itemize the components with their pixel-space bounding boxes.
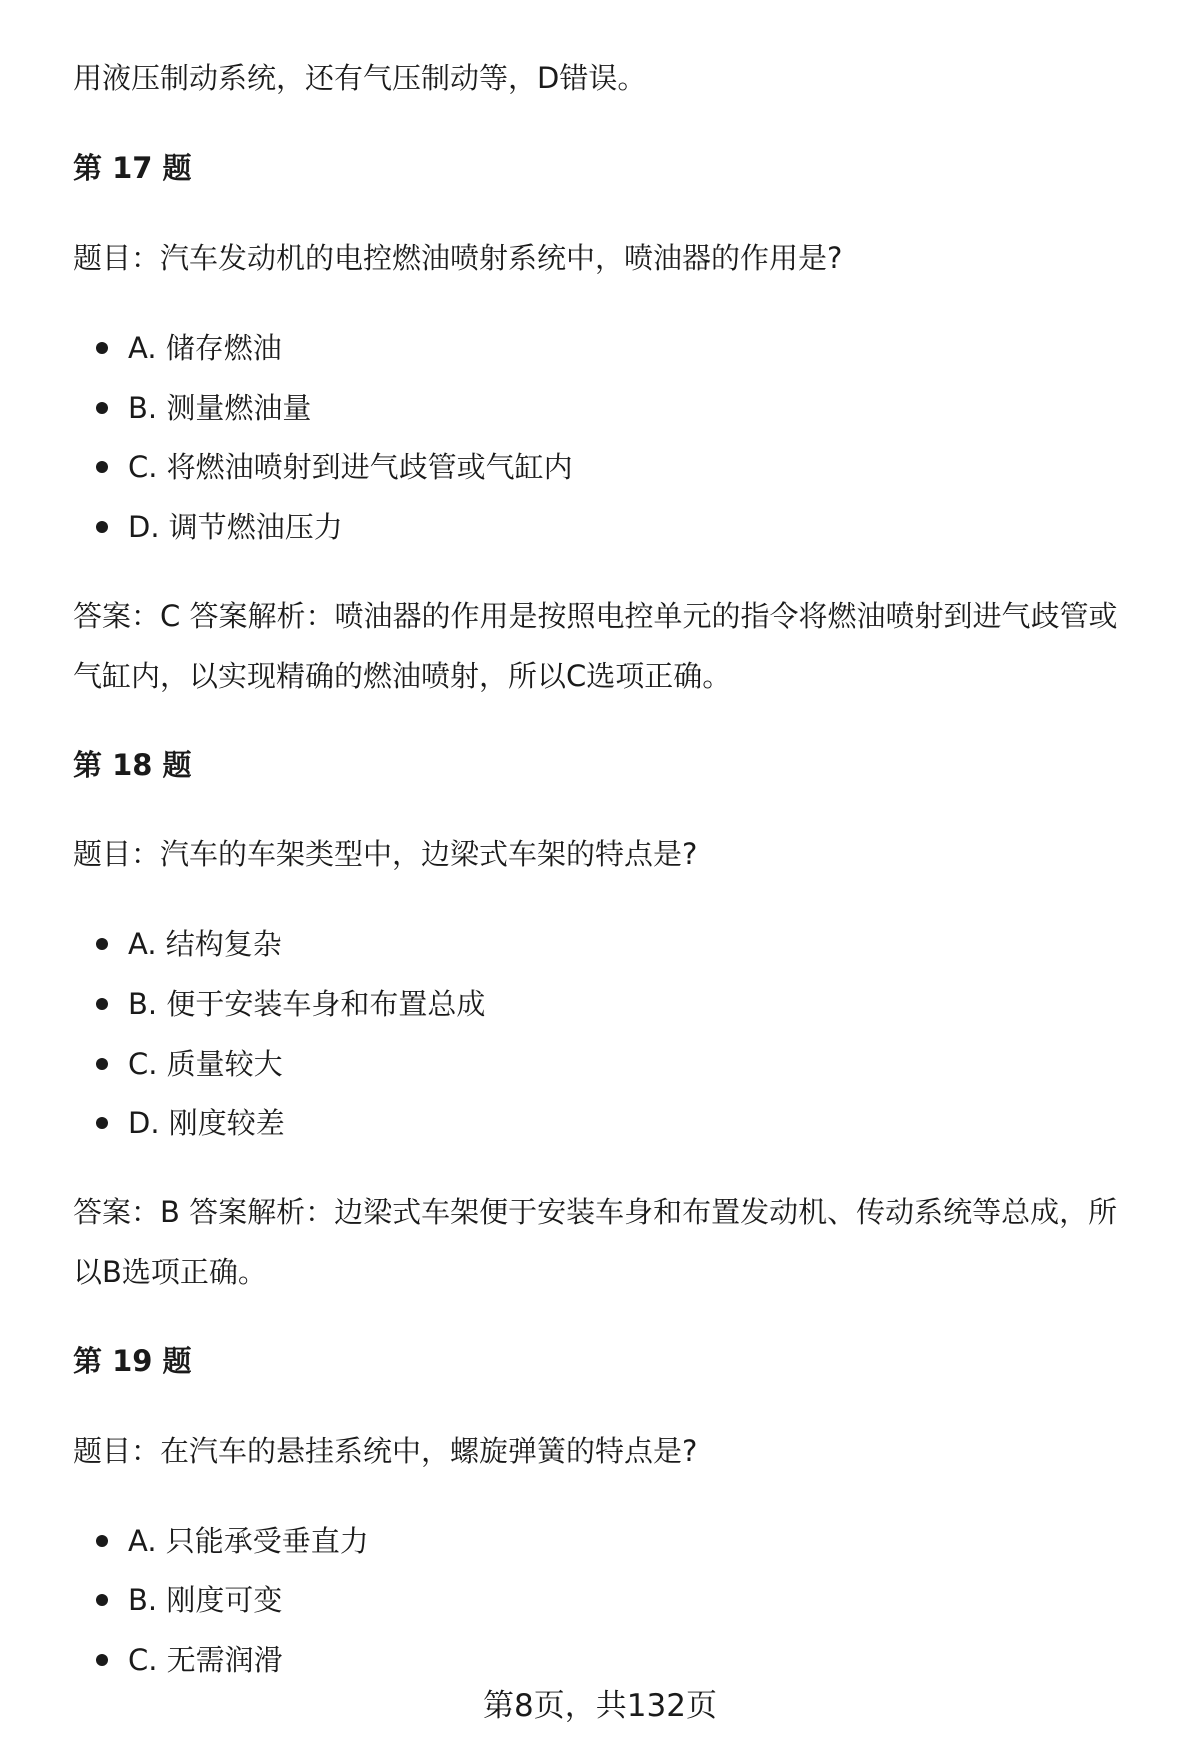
continued-explanation: 用液压制动系统，还有气压制动等，D错误。: [73, 61, 647, 95]
question-17-option-d: D. 调节燃油压力: [128, 510, 343, 544]
question-17-option-b: B. 测量燃油量: [128, 391, 312, 425]
bullet-icon: [96, 1058, 108, 1070]
bullet-icon: [96, 461, 108, 473]
question-18-option-d: D. 刚度较差: [128, 1106, 285, 1140]
bullet-icon: [96, 1594, 108, 1606]
bullet-icon: [96, 1654, 108, 1666]
bullet-icon: [96, 521, 108, 533]
question-19-text: 题目：在汽车的悬挂系统中，螺旋弹簧的特点是?: [73, 1434, 698, 1468]
question-18-option-b: B. 便于安装车身和布置总成: [128, 987, 486, 1021]
bullet-icon: [96, 342, 108, 354]
question-17-answer-line-1: 答案：C 答案解析：喷油器的作用是按照电控单元的指令将燃油喷射到进气歧管或: [73, 599, 1118, 633]
question-18-heading: 第 18 题: [73, 748, 192, 782]
question-18-answer-line-1: 答案：B 答案解析：边梁式车架便于安装车身和布置发动机、传动系统等总成，所: [73, 1195, 1118, 1229]
bullet-icon: [96, 402, 108, 414]
question-19-option-b: B. 刚度可变: [128, 1583, 283, 1617]
question-18-option-a: A. 结构复杂: [128, 927, 282, 961]
question-18-option-c: C. 质量较大: [128, 1047, 283, 1081]
question-19-option-a: A. 只能承受垂直力: [128, 1524, 369, 1558]
question-17-answer-line-2: 气缸内，以实现精确的燃油喷射，所以C选项正确。: [73, 659, 732, 693]
bullet-icon: [96, 1117, 108, 1129]
question-18-text: 题目：汽车的车架类型中，边梁式车架的特点是?: [73, 837, 698, 871]
question-17-text: 题目：汽车发动机的电控燃油喷射系统中，喷油器的作用是?: [73, 241, 843, 275]
page-footer: 第8页，共132页: [483, 1688, 717, 1724]
question-17-option-c: C. 将燃油喷射到进气歧管或气缸内: [128, 450, 573, 484]
question-19-heading: 第 19 题: [73, 1344, 192, 1378]
question-17-option-a: A. 储存燃油: [128, 331, 282, 365]
bullet-icon: [96, 998, 108, 1010]
bullet-icon: [96, 938, 108, 950]
question-17-heading: 第 17 题: [73, 151, 192, 185]
question-18-answer-line-2: 以B选项正确。: [73, 1255, 267, 1289]
bullet-icon: [96, 1535, 108, 1547]
question-19-option-c: C. 无需润滑: [128, 1643, 283, 1677]
